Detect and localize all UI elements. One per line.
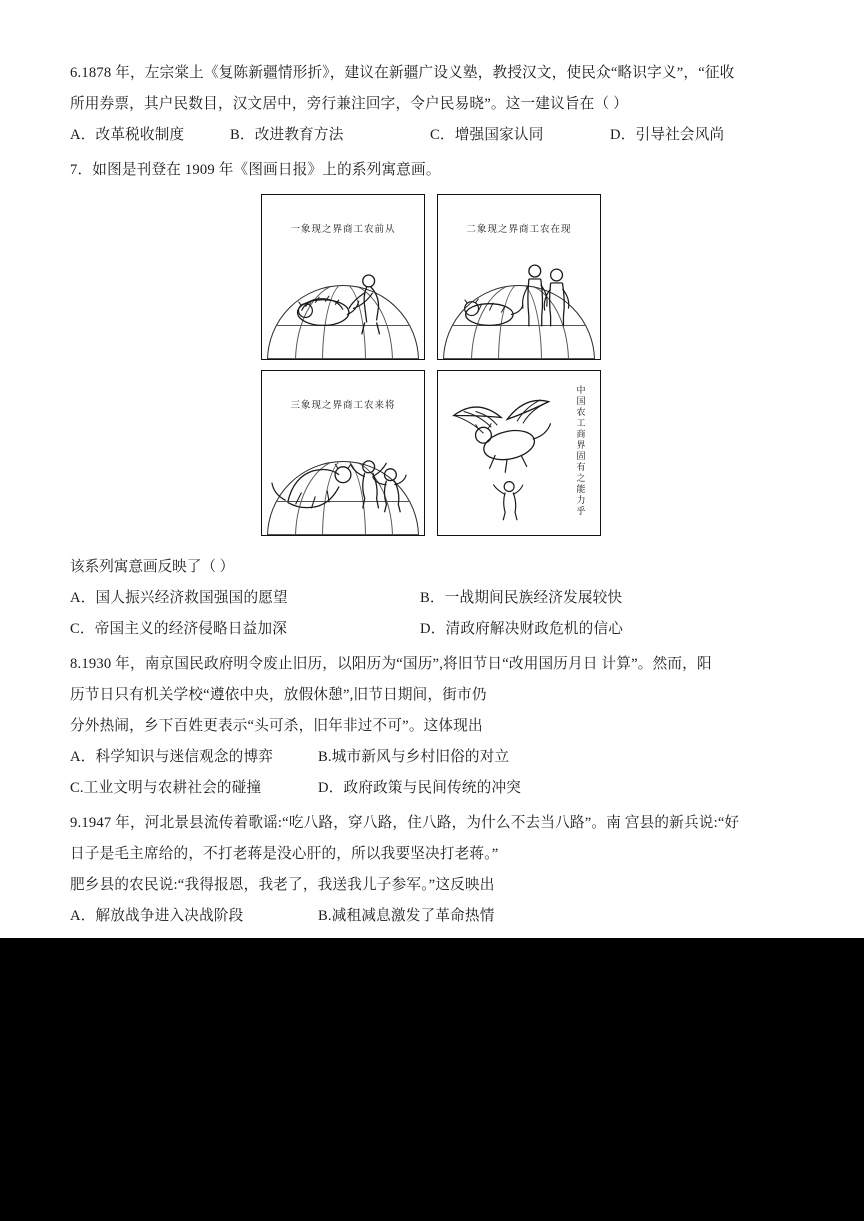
question-7-option-c[interactable]: C．帝国主义的经济侵略日益加深: [70, 621, 288, 637]
question-8-stem: [70, 649, 792, 742]
question-6: [70, 58, 792, 151]
question-9: [70, 808, 792, 932]
comic-row-bottom: [261, 370, 601, 536]
question-7-stem: [70, 155, 792, 186]
question-7-options-row-2: [70, 614, 792, 645]
document-content: [70, 58, 792, 936]
question-8-stem-line-2: 历节日只有机关学校“遵依中央，放假休憩”,旧节日期间，街市仍: [70, 687, 487, 703]
comic-row-top: [261, 194, 601, 360]
question-6-stem: [70, 58, 792, 120]
question-9-stem-line-3: 肥乡县的农民说:“我得报恩，我老了，我送我儿子参军。”这反映出: [70, 877, 495, 893]
comic-panel-2: [437, 194, 601, 360]
question-7-option-a[interactable]: A．国人振兴经济救国强国的愿望: [70, 590, 288, 606]
question-8-options-row-1: [70, 742, 792, 773]
question-7-figure: [70, 194, 792, 546]
question-7-stem-line-1: 7．如图是刊登在 1909 年《图画日报》上的系列寓意画。: [70, 162, 441, 178]
question-8-stem-line-1: 8.1930 年，南京国民政府明令废止旧历，以阳历为“国历”,将旧节日“改用国历月日 计算”。然而，阳: [70, 656, 712, 672]
question-6-options: [70, 120, 792, 151]
question-8-option-c[interactable]: C.工业文明与农耕社会的碰撞: [70, 780, 262, 796]
question-9-options-row-1: [70, 901, 792, 932]
comic-grid: [261, 194, 601, 546]
question-9-stem: [70, 808, 792, 901]
question-8-option-b[interactable]: B.城市新风与乡村旧俗的对立: [318, 749, 510, 765]
comic-panel-2-caption: 二象现之界商工农在现: [466, 225, 572, 235]
comic-panel-1: [261, 194, 425, 360]
question-6-stem-line-2: 所用券票，其户民数目，汉文居中，旁行兼注回字，令户民易晓”。这一建议旨在（ ）: [70, 96, 628, 112]
question-9-option-b[interactable]: B.减租减息激发了革命热情: [318, 908, 495, 924]
winged-tiger-art: [438, 371, 600, 535]
question-8-stem-line-3: 分外热闹，乡下百姓更表示“头可杀，旧年非过不可”。这体现出: [70, 718, 483, 734]
question-6-option-a[interactable]: A．改革税收制度: [70, 127, 185, 143]
comic-panel-4: [437, 370, 601, 536]
question-8: [70, 649, 792, 804]
question-7-option-d[interactable]: D．清政府解决财政危机的信心: [420, 621, 624, 637]
comic-panel-3-caption: 三象现之界商工农来将: [290, 401, 396, 411]
standing-figures-and-tiger-art: [438, 195, 600, 359]
question-7-options-row-1: [70, 583, 792, 614]
question-8-option-a[interactable]: A．科学知识与迷信观念的博弈: [70, 749, 274, 765]
comic-panel-1-caption: 一象现之界商工农前从: [290, 225, 396, 235]
sleeping-tiger-and-man-art: [262, 195, 424, 359]
question-6-option-d[interactable]: D．引导社会风尚: [610, 127, 725, 143]
question-6-option-c[interactable]: C．增强国家认同: [430, 127, 544, 143]
question-8-option-d[interactable]: D．政府政策与民间传统的冲突: [318, 780, 522, 796]
question-9-option-a[interactable]: A．解放战争进入决战阶段: [70, 908, 244, 924]
leaping-tiger-and-fleeing-men-art: [262, 371, 424, 535]
question-9-stem-line-1: 9.1947 年，河北景县流传着歌谣:“吃八路，穿八路，住八路，为什么不去当八路”。南 宫县的新兵说:“好: [70, 815, 740, 831]
question-6-stem-line-1: 6.1878 年，左宗棠上《复陈新疆情形折》，建议在新疆广设义塾，教授汉文，使民众“略识字义”，“征收: [70, 65, 735, 81]
question-7: [70, 155, 792, 645]
question-7-figure-caption: 该系列寓意画反映了（ ）: [70, 559, 235, 575]
question-8-options-row-2: [70, 773, 792, 804]
page-blackout-area: [0, 938, 864, 1221]
question-9-stem-line-2: 日子是毛主席给的，不打老蒋是没心肝的，所以我要坚决打老蒋。”: [70, 846, 499, 862]
question-7-option-b[interactable]: B．一战期间民族经济发展较快: [420, 590, 623, 606]
question-6-option-b[interactable]: B．改进教育方法: [230, 127, 344, 143]
comic-panel-3: [261, 370, 425, 536]
comic-panel-4-caption: 中国农工商界固有之能力乎: [576, 385, 586, 516]
